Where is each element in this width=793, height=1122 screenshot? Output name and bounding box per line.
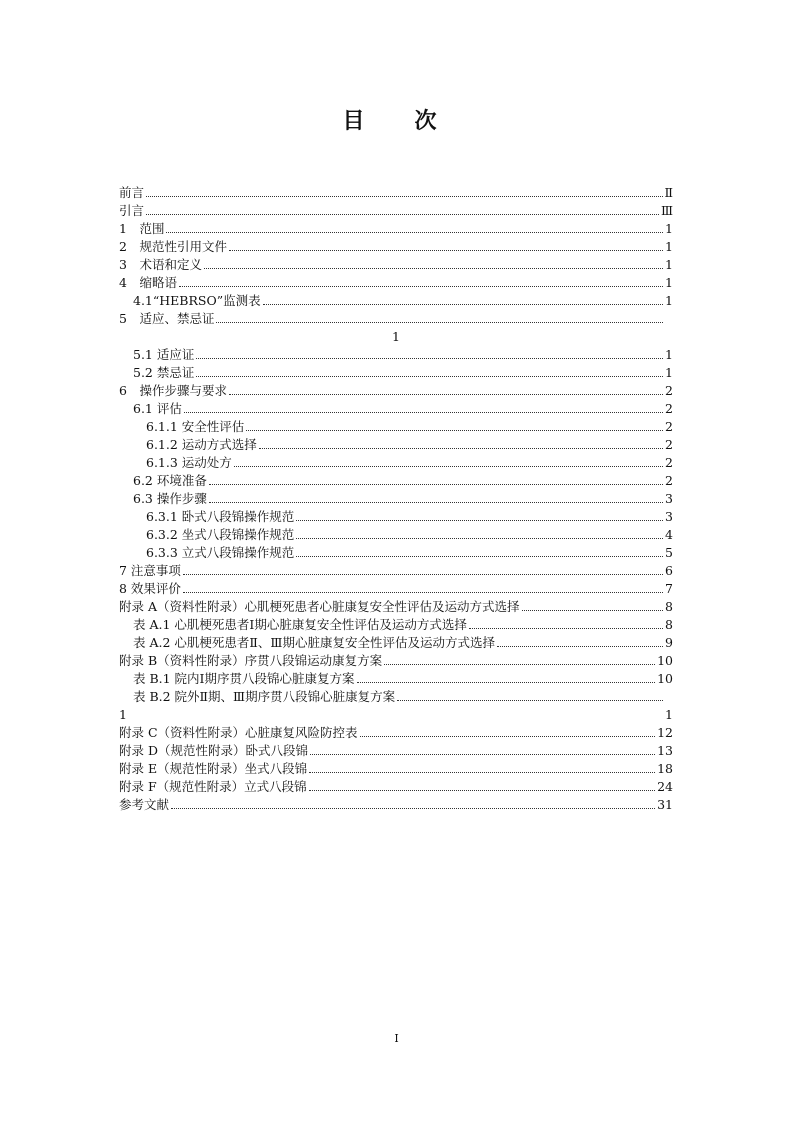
toc-entry[interactable] [119, 292, 673, 310]
toc-page-number: 1 [665, 707, 673, 722]
toc-entry-label: 6.2 环境准备 [133, 473, 207, 488]
toc-leader-dots [204, 267, 663, 269]
toc-entry[interactable] [119, 616, 673, 634]
toc-entry[interactable] [119, 670, 673, 688]
toc-entry-label: 参考文献 [119, 797, 170, 812]
toc-entry-label: 6.3.1 卧式八段锦操作规范 [146, 509, 295, 524]
toc-entry-label: 附录 A（资料性附录）心肌梗死患者心脏康复安全性评估及运动方式选择 [119, 599, 520, 614]
toc-entry-label: 附录 E（规范性附录）坐式八段锦 [119, 761, 308, 776]
toc-leader-dots [309, 771, 655, 773]
toc-entry-label: 6 操作步骤与要求 [119, 383, 227, 398]
toc-entry-label: 表 A.1 心肌梗死患者Ⅰ期心脏康复安全性评估及运动方式选择 [133, 617, 467, 632]
toc-leader-dots [246, 429, 663, 431]
toc-entry-label: 引言 [119, 203, 145, 218]
toc-entry-label: 6.3.2 坐式八段锦操作规范 [146, 527, 295, 542]
toc-entry-label: 8 效果评价 [119, 581, 181, 596]
toc-page-number: 2 [665, 437, 673, 452]
toc-entry-label: 5.2 禁忌证 [133, 365, 195, 380]
toc-entry-label: 5.1 适应证 [133, 347, 195, 362]
toc-entry-label: 附录 B（资料性附录）序贯八段锦运动康复方案 [119, 653, 383, 668]
toc-page-number: 7 [665, 581, 673, 596]
toc-leader-dots [296, 555, 663, 557]
toc-leader-dots [179, 285, 663, 287]
toc-entry[interactable] [119, 472, 673, 490]
toc-leader-dots [184, 411, 663, 413]
toc-entry-label: 6.1.1 安全性评估 [146, 419, 245, 434]
toc-entry-label: 6.1.3 运动处方 [146, 455, 232, 470]
toc-leader-dots [309, 789, 655, 791]
toc-page-number: 1 [665, 347, 673, 362]
toc-entry[interactable] [119, 364, 673, 382]
toc-page-number: 18 [657, 761, 673, 776]
toc-leader-dots [296, 519, 663, 521]
toc-leader-dots [259, 447, 663, 449]
toc-page-number: 10 [657, 671, 673, 686]
toc-leader-dots [229, 249, 663, 251]
toc-page-number: 1 [392, 329, 400, 344]
toc-leader-dots [183, 591, 663, 593]
toc-page-number: 4 [665, 527, 673, 542]
toc-page-number: 8 [665, 599, 673, 614]
toc-entry[interactable] [119, 706, 673, 724]
toc-entry[interactable] [119, 328, 673, 346]
toc-entry-label: 附录 D（规范性附录）卧式八段锦 [119, 743, 308, 758]
toc-page-number: 2 [665, 455, 673, 470]
toc-leader-dots [166, 231, 663, 233]
toc-entry-label: 1 [119, 707, 127, 722]
toc-entry-label: 4.1“HEBRSO”监测表 [133, 293, 261, 308]
toc-leader-dots [146, 213, 659, 215]
toc-entry-label: 4 缩略语 [119, 275, 177, 290]
toc-entry[interactable] [119, 652, 673, 670]
toc-leader-dots [469, 627, 663, 629]
toc-entry[interactable] [119, 634, 673, 652]
toc-page-number: Ⅱ [664, 185, 673, 200]
toc-entry-label: 2 规范性引用文件 [119, 239, 227, 254]
toc-page-number: 8 [665, 617, 673, 632]
toc-entry[interactable] [119, 256, 673, 274]
toc-page-number: 1 [665, 221, 673, 236]
toc-leader-dots [196, 357, 663, 359]
toc-entry[interactable] [119, 544, 673, 562]
toc-page-number: 12 [657, 725, 673, 740]
toc-entry[interactable] [119, 490, 673, 508]
toc-entry[interactable] [119, 508, 673, 526]
toc-entry[interactable] [119, 346, 673, 364]
toc-page-number: 13 [657, 743, 673, 758]
toc-entry[interactable] [119, 598, 673, 616]
toc-entry[interactable] [119, 778, 673, 796]
toc-entry[interactable] [119, 274, 673, 292]
toc-leader-dots [497, 645, 663, 647]
toc-page-number: 1 [665, 275, 673, 290]
toc-entry-label: 前言 [119, 185, 145, 200]
toc-page-number: 10 [657, 653, 673, 668]
toc-leader-dots [209, 501, 663, 503]
toc-leader-dots [360, 735, 656, 737]
toc-entry-label: 表 A.2 心肌梗死患者Ⅱ、Ⅲ期心脏康复安全性评估及运动方式选择 [133, 635, 495, 650]
toc-entry-label: 表 B.1 院内Ⅰ期序贯八段锦心脏康复方案 [133, 671, 355, 686]
toc-page-number: 1 [665, 257, 673, 272]
toc-leader-dots [146, 195, 662, 197]
toc-entry[interactable] [119, 526, 673, 544]
toc-leader-dots [229, 393, 663, 395]
toc-entry[interactable] [119, 454, 673, 472]
toc-entry-label: 附录 F（规范性附录）立式八段锦 [119, 779, 307, 794]
toc-page-number: 2 [665, 473, 673, 488]
toc-entry-label: 1 范围 [119, 221, 165, 236]
toc-entry[interactable] [119, 400, 673, 418]
toc-page-number: 3 [665, 491, 673, 506]
toc-entry[interactable] [119, 418, 673, 436]
toc-leader-dots [296, 537, 663, 539]
toc-entry-label: 3 术语和定义 [119, 257, 202, 272]
toc-page-number: Ⅲ [660, 203, 673, 218]
toc-entry[interactable] [119, 184, 673, 202]
toc-entry-label: 6.3.3 立式八段锦操作规范 [146, 545, 295, 560]
toc-leader-dots [209, 483, 663, 485]
toc-page-number: 1 [665, 365, 673, 380]
toc-entry[interactable] [119, 382, 673, 400]
toc-leader-dots [183, 573, 663, 575]
toc-entry[interactable] [119, 760, 673, 778]
toc-page-number: 31 [657, 797, 673, 812]
toc-entry[interactable] [119, 562, 673, 580]
toc-leader-dots [397, 699, 663, 701]
toc-entry-label: 6.1 评估 [133, 401, 182, 416]
toc-leader-dots [310, 753, 655, 755]
table-of-contents [119, 184, 673, 814]
toc-entry[interactable] [119, 580, 673, 598]
toc-entry[interactable] [119, 238, 673, 256]
toc-entry[interactable] [119, 742, 673, 760]
toc-leader-dots [171, 807, 655, 809]
page-title: 目 次 [342, 109, 451, 134]
page-number: I [394, 1032, 399, 1045]
toc-leader-dots [263, 303, 663, 305]
toc-page-number: 6 [665, 563, 673, 578]
toc-page-number: 1 [665, 293, 673, 308]
toc-leader-dots [216, 321, 663, 323]
toc-page-number: 24 [657, 779, 673, 794]
toc-entry[interactable] [119, 202, 673, 220]
toc-page-number: 2 [665, 401, 673, 416]
toc-entry[interactable] [119, 220, 673, 238]
toc-page-number: 1 [665, 239, 673, 254]
toc-entry[interactable] [119, 310, 673, 328]
toc-page-number: 3 [665, 509, 673, 524]
toc-entry[interactable] [119, 796, 673, 814]
toc-leader-dots [522, 609, 663, 611]
toc-entry[interactable] [119, 436, 673, 454]
toc-leader-dots [234, 465, 663, 467]
toc-leader-dots [384, 663, 655, 665]
toc-entry-label: 7 注意事项 [119, 563, 181, 578]
toc-entry[interactable] [119, 724, 673, 742]
toc-entry-label: 附录 C（资料性附录）心脏康复风险防控表 [119, 725, 358, 740]
toc-page-number: 2 [665, 419, 673, 434]
toc-leader-dots [196, 375, 663, 377]
toc-entry-label: 6.1.2 运动方式选择 [146, 437, 257, 452]
toc-page-number: 2 [665, 383, 673, 398]
toc-entry[interactable] [119, 688, 673, 706]
toc-page-number: 5 [665, 545, 673, 560]
toc-entry-label: 5 适应、禁忌证 [119, 311, 215, 326]
toc-entry-label: 表 B.2 院外Ⅱ期、Ⅲ期序贯八段锦心脏康复方案 [133, 689, 396, 704]
toc-entry-label: 6.3 操作步骤 [133, 491, 207, 506]
toc-page-number: 9 [665, 635, 673, 650]
toc-leader-dots [357, 681, 656, 683]
